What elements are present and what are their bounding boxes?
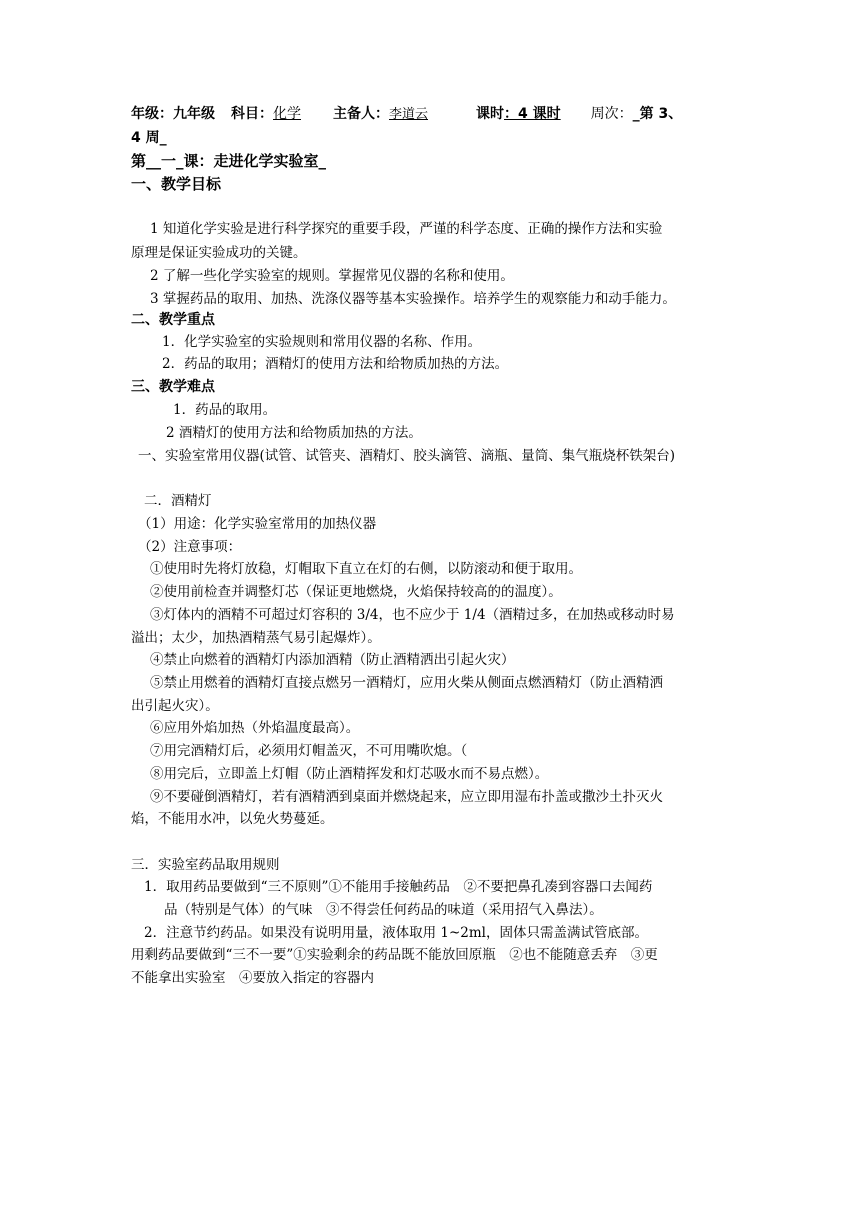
key-points-heading: 二、教学重点	[131, 312, 215, 328]
lamp-note: ⑥应用外焰加热（外焰温度最高）。	[150, 720, 360, 736]
lamp-note: 焰，不能用水冲，以免火势蔓延。	[131, 811, 334, 827]
goal-item: 3 掌握药品的取用、加热、洗涤仪器等基本实验操作。培养学生的观察能力和动手能力。	[150, 291, 676, 307]
lesson-title: 第__一_课：走进化学实验室_	[131, 152, 327, 170]
goal-item: 原理是保证实验成功的关键。	[131, 245, 307, 261]
grade-label: 年级：	[131, 106, 173, 122]
subject-value: 化学	[273, 106, 301, 122]
week-value-continued: 4 周_	[131, 130, 167, 146]
lamp-note: ⑦用完酒精灯后，必须用灯帽盖灭，不可用嘴吹熄。（	[150, 743, 468, 759]
rule-item: 1．取用药品要做到“三不原则”①不能用手接触药品 ②不要把鼻孔凑到容器口去闻药	[144, 879, 653, 895]
difficulties-heading: 三、教学难点	[131, 379, 215, 395]
lamp-note: ④禁止向燃着的酒精灯内添加酒精（防止酒精洒出引起火灾）	[150, 652, 515, 668]
header-line	[131, 104, 682, 125]
lamp-note: ③灯体内的酒精不可超过灯容积的 3/4，也不应少于 1/4（酒精过多，在加热或移动时易	[150, 607, 675, 623]
rule-item: 用剩药品要做到“三不一要”①实验剩余的药品既不能放回原瓶 ②也不能随意丢弃 ③更	[131, 947, 658, 963]
rule-item: 不能拿出实验室 ④要放入指定的容器内	[131, 970, 374, 986]
lamp-note: 出引起火灾）。	[131, 698, 219, 714]
goal-item: 2 了解一些化学实验室的规则。掌握常见仪器的名称和使用。	[150, 268, 514, 284]
lamp-notes-heading: （2）注意事项：	[138, 539, 242, 555]
lamp-note: ②使用前检查并调整灯芯（保证更地燃烧，火焰保持较高的的温度）。	[150, 584, 562, 600]
key-point-item: 1．化学实验室的实验规则和常用仪器的名称、作用。	[162, 334, 482, 350]
lamp-note: 溢出；太少，加热酒精蒸气易引起爆炸）。	[131, 630, 381, 646]
grade-value: 九年级	[173, 106, 215, 122]
lamp-heading: 二．酒精灯	[144, 493, 212, 509]
preparer-label: 主备人：	[333, 106, 389, 122]
hours-value: ：4 课时	[504, 106, 561, 122]
lamp-note: ①使用时先将灯放稳，灯帽取下直立在灯的右侧，以防滚动和便于取用。	[150, 561, 582, 577]
lamp-note: ⑤禁止用燃着的酒精灯直接点燃另一酒精灯，应用火柴从侧面点燃酒精灯（防止酒精洒	[150, 675, 663, 691]
rules-heading: 三．实验室药品取用规则	[131, 857, 280, 873]
key-point-item: 2．药品的取用；酒精灯的使用方法和给物质加热的方法。	[162, 356, 509, 372]
difficulty-item: 2 酒精灯的使用方法和给物质加热的方法。	[166, 425, 422, 441]
difficulty-item: 1．药品的取用。	[173, 402, 277, 418]
goal-item: 1 知道化学实验是进行科学探究的重要手段，严谨的科学态度、正确的操作方法和实验	[150, 221, 663, 237]
lamp-note: ⑧用完后，立即盖上灯帽（防止酒精挥发和灯芯吸水而不易点燃）。	[150, 766, 549, 782]
week-value: _第 3、	[632, 106, 683, 122]
goals-heading: 一、教学目标	[131, 175, 222, 193]
hours-label: 课时	[476, 106, 505, 122]
lamp-note: ⑨不要碰倒酒精灯，若有酒精洒到桌面并燃烧起来，应立即用湿布扑盖或撒沙土扑灭火	[150, 789, 663, 805]
preparer-value: 李道云	[389, 107, 429, 122]
instruments-line: 一、实验室常用仪器(试管、试管夹、酒精灯、胶头滴管、滴瓶、量筒、集气瓶烧杯铁架台)	[138, 448, 676, 464]
lamp-use: （1）用途：化学实验室常用的加热仪器	[138, 516, 377, 532]
rule-item: 2．注意节约药品。如果没有说明用量，液体取用 1~2ml，固体只需盖满试管底部。	[144, 925, 648, 941]
subject-label: 科目：	[231, 106, 273, 122]
rule-item: 品（特别是气体）的气味 ③不得尝任何药品的味道（采用招气入鼻法）。	[164, 902, 603, 918]
week-label: 周次：	[590, 106, 633, 122]
